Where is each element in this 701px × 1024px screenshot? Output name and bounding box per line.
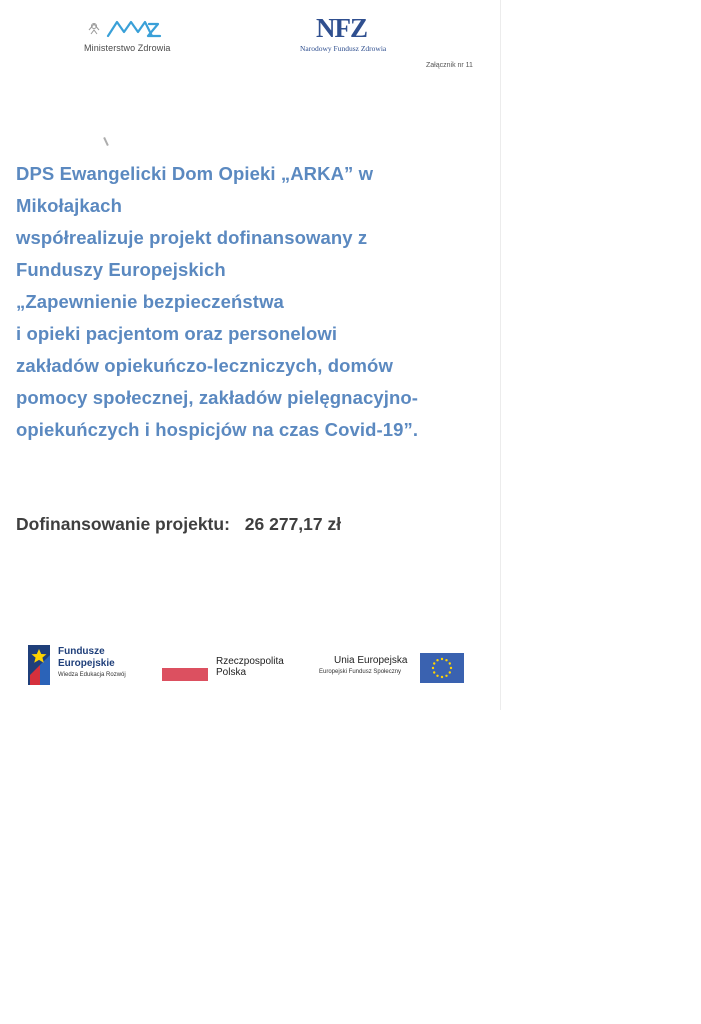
- eu-star-icon: [445, 659, 447, 661]
- scan-speck: [103, 137, 109, 146]
- eu-star-icon: [433, 671, 435, 673]
- eu-star-icon: [441, 658, 443, 660]
- funding-amount: 26 277,17 zł: [244, 514, 342, 534]
- eu-star-icon: [433, 662, 435, 664]
- announcement-line: Funduszy Europejskich: [16, 259, 226, 280]
- announcement-line: opiekuńczych i hospicjów na czas Covid-19”.: [16, 419, 419, 440]
- eu-star-icon: [449, 671, 451, 673]
- eu-star-icon: [441, 676, 443, 678]
- announcement-line: DPS Ewangelicki Dom Opieki „ARKA” w: [16, 163, 374, 184]
- funding-statement: [16, 514, 341, 535]
- nfz-logo: [296, 12, 400, 56]
- eu-star-icon: [449, 662, 451, 664]
- european-funds-line2: Europejskie: [58, 658, 115, 669]
- funding-label: Dofinansowanie projektu:: [16, 514, 230, 534]
- eu-star-icon: [432, 667, 434, 669]
- european-funds-subtitle: Wiedza Edukacja Rozwój: [58, 672, 126, 678]
- announcement-line: i opieki pacjentom oraz personelowi: [16, 323, 338, 344]
- european-funds-star-icon: [28, 645, 52, 685]
- european-union-line2: Europejski Fundusz Społeczny: [319, 669, 402, 675]
- republic-of-poland-line1: Rzeczpospolita: [216, 656, 284, 667]
- announcement-line: Mikołajkach: [16, 195, 122, 216]
- polish-flag-icon: [162, 655, 208, 681]
- announcement-line: współrealizuje projekt dofinansowany z: [16, 227, 368, 248]
- nfz-logo-word: NFZ: [316, 13, 367, 43]
- ministry-of-health-logo: [80, 16, 180, 56]
- ministry-logo-text: Ministerstwo Zdrowia: [84, 43, 171, 53]
- announcement-line: „Zapewnienie bezpieczeństwa: [16, 291, 284, 312]
- announcement-line: zakładów opiekuńczo-leczniczych, domów: [16, 355, 393, 376]
- announcement-line: pomocy społecznej, zakładów pielęgnacyjno-: [16, 387, 419, 408]
- project-announcement: [16, 158, 486, 446]
- european-funds-logo: [28, 645, 158, 685]
- annex-label: Załącznik nr 11: [426, 62, 473, 69]
- european-funds-line1: Fundusze: [58, 646, 105, 657]
- european-union-logo: [318, 653, 468, 685]
- eu-star-icon: [436, 659, 438, 661]
- eu-star-icon: [450, 667, 452, 669]
- sheet-edge: [500, 0, 501, 710]
- republic-of-poland-line2: Polska: [216, 667, 247, 678]
- european-union-line1: Unia Europejska: [334, 655, 408, 666]
- ministry-eagle-icon: [80, 16, 180, 44]
- republic-of-poland-logo: [162, 655, 302, 685]
- eu-flag-icon: [420, 653, 464, 683]
- eu-star-icon: [445, 675, 447, 677]
- nfz-logo-subtitle: Narodowy Fundusz Zdrowia: [300, 44, 387, 53]
- eu-star-icon: [436, 675, 438, 677]
